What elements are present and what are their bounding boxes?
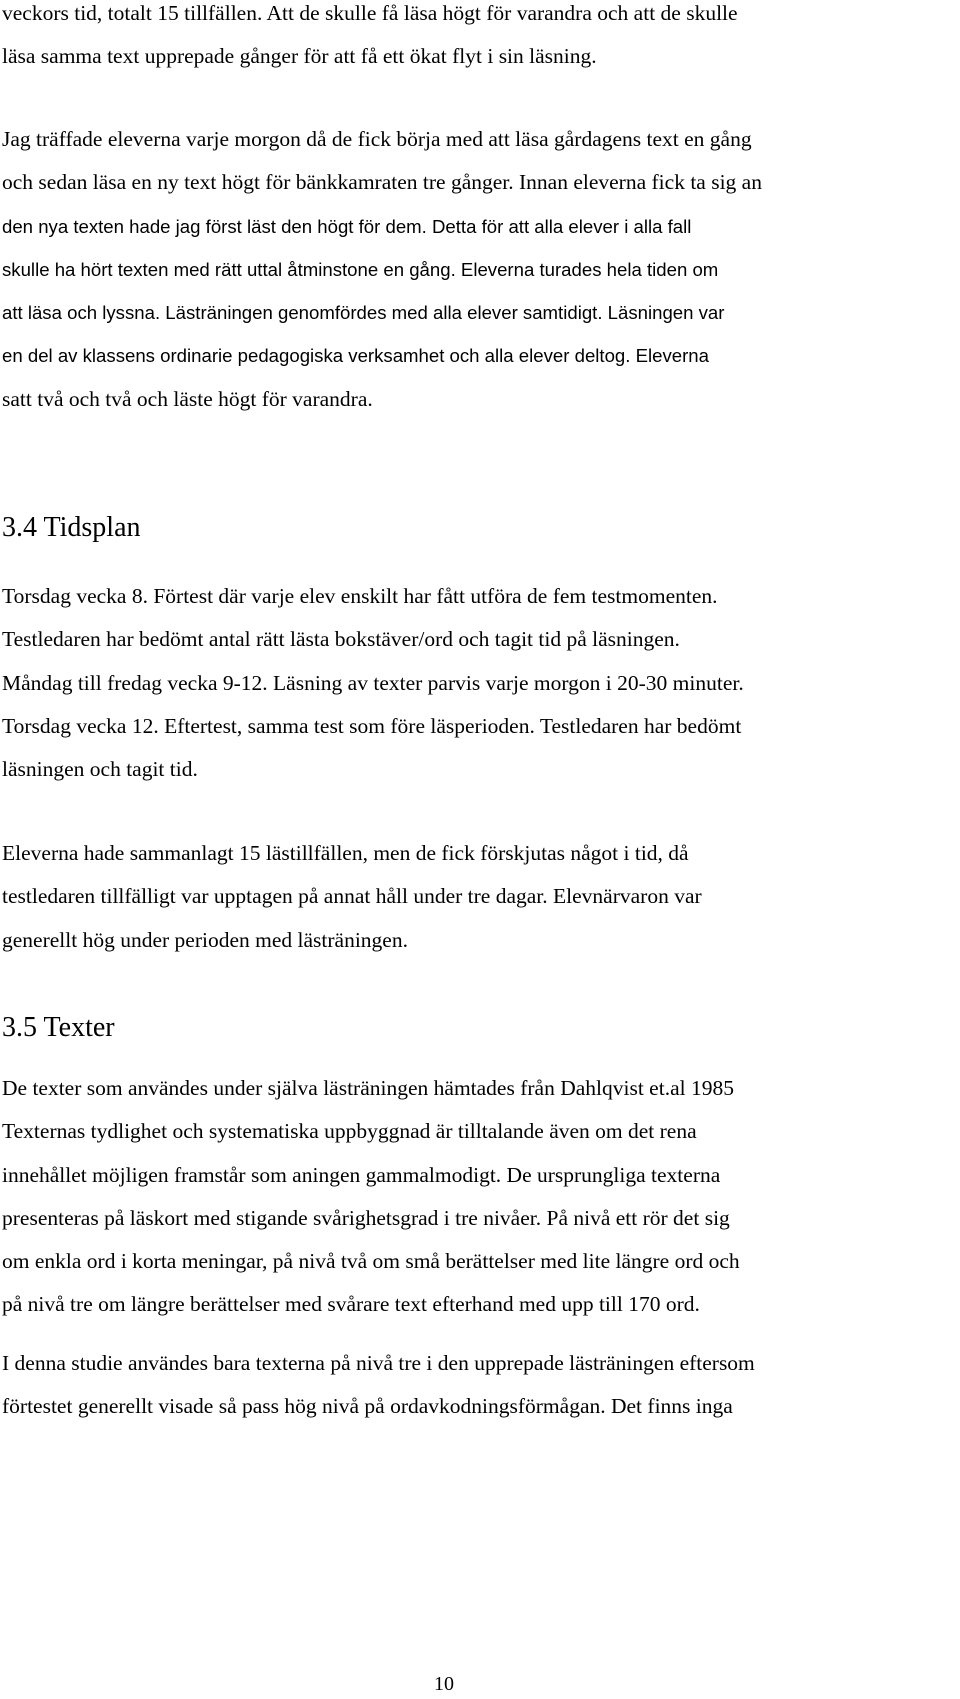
text-line: på nivå tre om längre berättelser med svårare text efterhand med upp till 170 ord. bbox=[2, 1292, 700, 1317]
text-line: Jag träffade eleverna varje morgon då de fick börja med att läsa gårdagens text en gång bbox=[2, 127, 752, 151]
section-heading-tidsplan: 3.4 Tidsplan bbox=[2, 512, 141, 543]
schedule-list bbox=[2, 575, 952, 791]
text-line: den nya texten hade jag först läst den högt för dem. Detta för att alla elever i alla fall bbox=[2, 215, 692, 237]
text-line: I denna studie användes bara texterna på nivå tre i den upprepade lästräningen eftersom bbox=[2, 1351, 755, 1375]
text-line: generellt hög under perioden med lästräningen. bbox=[2, 927, 408, 952]
paragraph-level-three bbox=[2, 1342, 952, 1429]
section-heading-texter: 3.5 Texter bbox=[2, 1012, 115, 1043]
text-line: Eleverna hade sammanlagt 15 lästillfällen, men de fick förskjutas något i tid, då bbox=[2, 841, 689, 865]
text-line: Texternas tydlighet och systematiska uppbyggnad är tilltalande även om det rena bbox=[2, 1119, 697, 1144]
paragraph-continuation bbox=[2, 0, 952, 79]
text-line: om enkla ord i korta meningar, på nivå två om små berättelser med lite längre ord och bbox=[2, 1249, 740, 1274]
paragraph-attendance bbox=[2, 832, 952, 962]
schedule-line: Testledaren har bedömt antal rätt lästa bokstäver/ord och tagit tid på läsningen. bbox=[2, 627, 680, 652]
text-line: läsa samma text upprepade gånger för att få ett ökat flyt i sin läsning. bbox=[2, 44, 597, 69]
paragraph-texts-source bbox=[2, 1067, 952, 1327]
text-line: De texter som användes under själva lästräningen hämtades från Dahlqvist et.al 1985 bbox=[2, 1076, 734, 1100]
text-line: och sedan läsa en ny text högt för bänkkamraten tre gånger. Innan eleverna fick ta sig an bbox=[2, 170, 762, 195]
schedule-line: Torsdag vecka 8. Förtest där varje elev enskilt har fått utföra de fem testmomenten. bbox=[2, 584, 718, 608]
text-line: förtestet generellt visade så pass hög nivå på ordavkodningsförmågan. Det finns inga bbox=[2, 1394, 733, 1419]
text-line: presenteras på läskort med stigande svårighetsgrad i tre nivåer. På nivå ett rör det sig bbox=[2, 1205, 730, 1230]
schedule-line: Torsdag vecka 12. Eftertest, samma test som före läsperioden. Testledaren har bedömt bbox=[2, 713, 742, 738]
text-line: testledaren tillfälligt var upptagen på annat håll under tre dagar. Elevnärvaron var bbox=[2, 884, 702, 909]
text-line: innehållet möjligen framstår som aningen gammalmodigt. De ursprungliga texterna bbox=[2, 1162, 721, 1187]
text-line: veckors tid, totalt 15 tillfällen. Att de skulle få läsa högt för varandra och att de skulle bbox=[2, 1, 738, 25]
schedule-line: läsningen och tagit tid. bbox=[2, 757, 198, 782]
page-number: 10 bbox=[434, 1673, 454, 1695]
schedule-line: Måndag till fredag vecka 9-12. Läsning av texter parvis varje morgon i 20-30 minuter. bbox=[2, 670, 744, 695]
paragraph-morning-routine bbox=[2, 118, 952, 421]
text-line: att läsa och lyssna. Lästräningen genomfördes med alla elever samtidigt. Läsningen var bbox=[2, 302, 725, 324]
text-line: skulle ha hört texten med rätt uttal åtminstone en gång. Eleverna turades hela tiden om bbox=[2, 258, 719, 280]
text-line: en del av klassens ordinarie pedagogiska verksamhet och alla elever deltog. Eleverna bbox=[2, 345, 709, 367]
text-line: satt två och två och läste högt för varandra. bbox=[2, 386, 373, 411]
